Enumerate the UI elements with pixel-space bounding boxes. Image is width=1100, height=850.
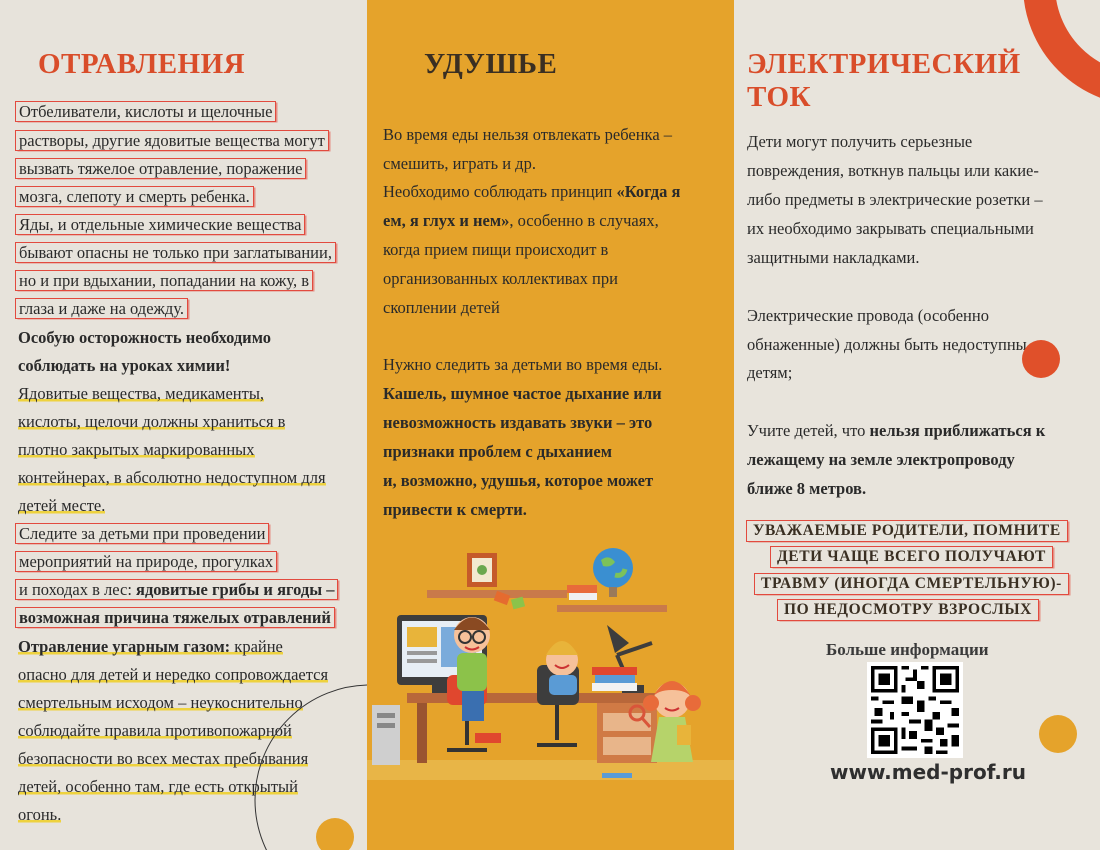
orange-dot-decoration [1034,710,1084,760]
electric-warning: ближе 8 метров. [747,479,867,498]
electric-line: либо предметы в электрические розетки – [747,190,1043,209]
poisoning-line: мозга, слепоту и смерть ребенка. [15,186,254,207]
electric-warning: нельзя приближаться к [869,421,1046,440]
poisoning-line: соблюдайте правила противопожарной [18,721,292,740]
poisoning-line: смертельным исходом – неукоснительно [18,693,303,712]
poisoning-line: глаза и даже на одежду. [15,298,188,319]
more-info-label: Больше информации [826,640,989,659]
poisoning-mushrooms: возможная причина тяжелых отравлений [19,608,331,627]
parents-notice-line: УВАЖАЕМЫЕ РОДИТЕЛИ, ПОМНИТЕ [746,520,1068,542]
poisoning-line: огонь. [18,805,62,824]
poisoning-line: Следите за детьми при проведении [15,523,269,544]
choking-symptoms: Кашель, шумное частое дыхание или [383,384,662,403]
poisoning-warning: соблюдать на уроках химии! [18,356,231,375]
electric-title-line2: ТОК [747,81,812,114]
choking-line: Нужно следить за детьми во время еды. [383,355,663,374]
choking-symptoms: и, возможно, удушья, которое может [383,471,654,490]
poisoning-line: но и при вдыхании, попадании на кожу, в [15,270,313,291]
choking-line: Во время еды нельзя отвлекать ребенка – [383,125,673,144]
electric-line: Дети могут получить серьезные [747,132,973,151]
choking-panel [367,0,734,850]
electric-warning: лежащему на земле электропроводу [747,450,1015,469]
electric-line: Электрические провода (особенно [747,306,989,325]
poisoning-line: безопасности во всех местах пребывания [18,749,309,768]
thin-circle-decoration [250,650,367,850]
poisoning-mushrooms: ядовитые грибы и ягоды – [136,580,335,599]
kids-desk-illustration [367,535,734,795]
poisoning-line: Яды, и отдельные химические вещества [15,214,305,235]
choking-line: , особенно в случаях, [509,211,659,230]
electric-panel [734,0,1100,850]
poisoning-line: мероприятий на природе, прогулках [15,551,277,572]
electric-line: защитными накладками. [747,248,920,267]
choking-symptoms: невозможность издавать звуки – это [383,413,653,432]
electric-line: повреждения, воткнув пальцы или какие- [747,161,1039,180]
qr-code[interactable] [867,662,963,758]
poisoning-line: контейнерах, в абсолютно недоступном для [18,468,326,487]
poisoning-line: крайне [230,637,283,656]
electric-line: обнаженные) должны быть недоступны [747,335,1027,354]
choking-line: Необходимо соблюдать принцип [383,182,617,201]
poisoning-panel [0,0,367,850]
carbon-monoxide-label: Отравление угарным газом: [18,637,231,656]
red-dot-decoration [1019,337,1063,381]
choking-principle: «Когда я [616,182,681,201]
poisoning-title: ОТРАВЛЕНИЯ [38,48,246,80]
poisoning-line: растворы, другие ядовитые вещества могут [15,130,329,151]
choking-line: скоплении детей [383,298,500,317]
poisoning-line: детей, особенно там, где есть открытый [18,777,298,796]
poisoning-line: Отбеливатели, кислоты и щелочные [15,101,276,122]
poisoning-line: кислоты, щелочи должны храниться в [18,412,286,431]
electric-line: детям; [747,363,793,382]
poisoning-line: опасно для детей и нередко сопровождается [18,665,329,684]
parents-notice-line: ПО НЕДОСМОТРУ ВЗРОСЛЫХ [777,599,1039,621]
choking-symptoms: признаки проблем с дыханием [383,442,612,461]
choking-line: организованных коллективах при [383,269,618,288]
choking-symptoms: привести к смерти. [383,500,527,519]
poisoning-line: Ядовитые вещества, медикаменты, [18,384,265,403]
choking-line: смешить, играть и др. [383,154,536,173]
poisoning-line: плотно закрытых маркированных [18,440,255,459]
parents-notice-line: ТРАВМУ (ИНОГДА СМЕРТЕЛЬНУЮ)- [754,573,1069,595]
poisoning-line: бывают опасны не только при заглатывании, [15,242,336,263]
parents-notice-line: ДЕТИ ЧАЩЕ ВСЕГО ПОЛУЧАЮТ [770,546,1053,568]
electric-line: Учите детей, что [747,421,870,440]
choking-title: УДУШЬЕ [424,48,558,80]
poisoning-line: и походах в лес: [19,580,137,599]
website-link[interactable]: www.med-prof.ru [830,760,1026,784]
poisoning-line: детей месте. [18,496,106,515]
choking-line: когда прием пищи происходит в [383,240,609,259]
poisoning-line: вызвать тяжелое отравление, поражение [15,158,306,179]
choking-principle: ем, я глух и нем» [383,211,510,230]
poisoning-warning: Особую осторожность необходимо [18,328,271,347]
electric-title-line1: ЭЛЕКТРИЧЕСКИЙ [747,48,1021,80]
electric-line: их необходимо закрывать специальными [747,219,1034,238]
